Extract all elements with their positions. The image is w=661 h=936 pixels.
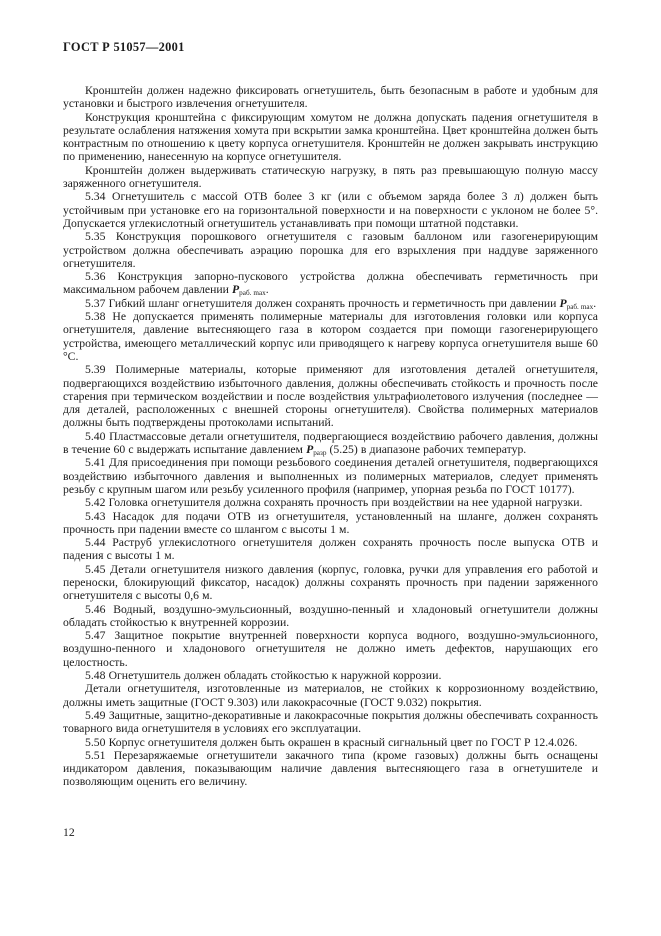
pressure-formula: $P_{раб. max}$ <box>559 296 594 311</box>
pressure-formula: $P_{разр}$ <box>306 443 327 458</box>
pressure-formula: $P_{раб. max}$ <box>232 283 266 298</box>
paragraph: 5.36 Конструкция запорно-пускового устройства должна обеспечивать герметичность при максимальном рабочем давлении $P_{раб. max}$. <box>63 270 598 298</box>
paragraph: 5.37 Гибкий шланг огнетушителя должен сохранять прочность и герметичность при давлении $P_{раб. max}$. <box>85 296 597 311</box>
paragraph: 5.38 Не допускается применять полимерные материалы для изготовления головки или корпуса огнетушителя, давление вытесняющего газа в котором создается при помощи газогенерирующего устройства, имеющего металлический корпус или приводящего к нагреву корпуса огнетушителя выше 60 °С. <box>63 310 598 363</box>
paragraph: 5.45 Детали огнетушителя низкого давления (корпус, головка, ручки для управления его работой и переноски, блокирующий фиксатор, насадок) должны сохранять прочность при падении заряженного огнетушителя с высоты 0,6 м. <box>63 562 598 603</box>
paragraph: 5.35 Конструкция порошкового огнетушителя с газовым баллоном или газогенерирующим устройством должна обеспечивать аэрацию порошка для его взрыхления при наддуве заряженного огнетушителя. <box>63 230 598 270</box>
paragraph: 5.50 Корпус огнетушителя должен быть окрашен в красный сигнальный цвет по ГОСТ Р 12.4.026. <box>85 735 578 749</box>
paragraph: 5.47 Защитное покрытие внутренней поверхности корпуса водного, воздушно-эмульсионного, воздушно-пенного и хладонового огнетушителя не должно иметь дефектов, нарушающих его целостность. <box>63 629 598 669</box>
paragraph: Кронштейн должен выдерживать статическую нагрузку, в пять раз превышающую полную массу заряженного огнетушителя. <box>63 163 598 191</box>
paragraph: 5.40 Пластмассовые детали огнетушителя, подвергающиеся воздействию рабочего давления, должны в течение 60 с выдержать испытание давлением $P_{разр}$ (5.25) в диапазоне рабочих температур. <box>63 429 598 458</box>
paragraph: Кронштейн должен надежно фиксировать огнетушитель, быть безопасным в работе и удобным для установки и быстрого извлечения огнетушителя. <box>63 84 598 111</box>
paragraph: 5.44 Раструб углекислотного огнетушителя должен сохранять прочность после выпуска ОТВ и падения с высоты 1 м. <box>63 536 598 563</box>
paragraph: 5.42 Головка огнетушителя должна сохранять прочность при воздействии на нее ударной нагрузки. <box>85 496 583 510</box>
paragraph: 5.46 Водный, воздушно-эмульсионный, воздушно-пенный и хладоновый огнетушители должны обладать стойкостью к внутренней коррозии. <box>63 602 598 629</box>
paragraph: 5.41 Для присоединения при помощи резьбового соединения деталей огнетушителя, подвергающихся воздействию избыточного давления и выполненных из полимерных материалов, следует применять резьбу с крупным шагом или резьбу усиленного профиля (например, упорная резьба по ГОСТ 10177). <box>63 456 598 496</box>
document-header: ГОСТ Р 51057—2001 <box>63 40 185 54</box>
page-number: 12 <box>63 826 75 839</box>
document-body <box>63 84 598 789</box>
paragraph: Конструкция кронштейна с фиксирующим хомутом не должна допускать падения огнетушителя в результате ослабления натяжения хомута при вскрытии замка кронштейна. Цвет кронштейна должен быть контрастным по отношению к цвету корпуса огнетушителя. Кронштейн не должен закрывать инструкцию по применению, нанесенную на корпусе огнетушителя. <box>63 110 598 164</box>
paragraph: 5.51 Перезаряжаемые огнетушители закачного типа (кроме газовых) должны быть оснащены индикатором давления, показывающим наличие давления вытесняющего газа в огнетушителе и позволяющим оценить его величину. <box>63 748 598 789</box>
paragraph: 5.48 Огнетушитель должен обладать стойкостью к наружной коррозии. <box>85 669 442 683</box>
paragraph: Детали огнетушителя, изготовленные из материалов, не стойких к коррозионному воздействию, должны иметь защитные (ГОСТ 9.303) или лакокрасочные (ГОСТ 9.032) покрытия. <box>63 682 598 709</box>
paragraph: 5.49 Защитные, защитно-декоративные и лакокрасочные покрытия должны обеспечивать сохранность товарного вида огнетушителя в условиях его эксплуатации. <box>63 708 598 736</box>
paragraph: 5.34 Огнетушитель с массой ОТВ более 3 кг (или с объемом заряда более 3 л) должен быть устойчивым при установке его на горизонтальной поверхности и на поверхности с уклоном не более 5°. Допускается углекислотный огнетушитель устанавливать при помощи штатной подставки. <box>63 190 598 230</box>
paragraph: 5.43 Насадок для подачи ОТВ из огнетушителя, установленный на шланге, должен сохранять прочность при падении вместе со шлангом с высоты 1 м. <box>63 509 598 536</box>
paragraph: 5.39 Полимерные материалы, которые применяют для изготовления деталей огнетушителя, подвергающихся воздействию избыточного давления, должны обеспечивать стойкость и прочность после старения при термическом воздействии и после воздействия ультрафиолетового излучения (последнее — для деталей, расположенных с внешней стороны огнетушителя). Свойства полимерных материалов должны быть подтверждены протоколами испытаний. <box>63 363 598 430</box>
